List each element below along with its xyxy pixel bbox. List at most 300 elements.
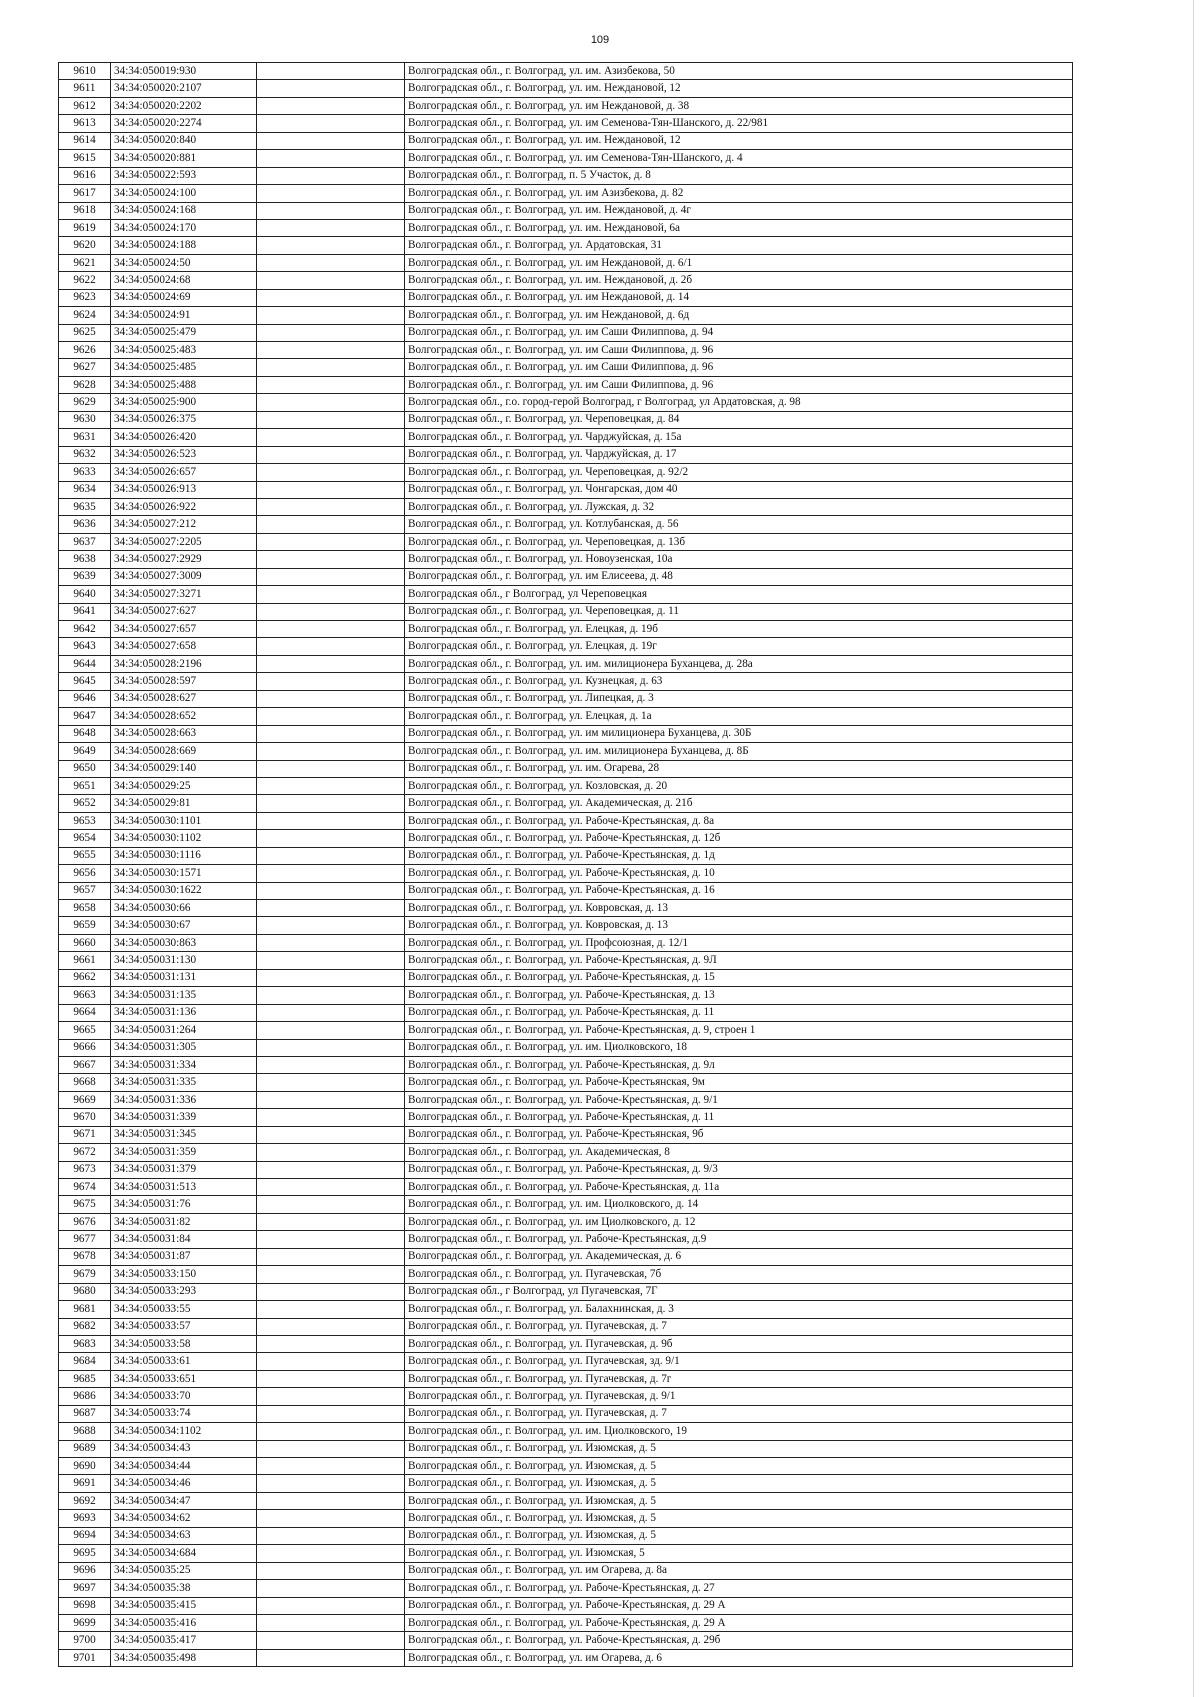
address-cell: Волгоградская обл., г. Волгоград, ул. Рабоче-Крестьянская, 9б	[405, 1126, 1073, 1143]
address-cell: Волгоградская обл., г. Волгоград, ул. Изюмская, д. 5	[405, 1527, 1073, 1544]
cadastral-number-cell: 34:34:050031:335	[111, 1074, 257, 1091]
empty-cell	[257, 80, 405, 97]
table-row	[59, 603, 1073, 620]
row-number-cell: 9697	[59, 1580, 111, 1597]
cadastral-number-cell: 34:34:050027:658	[111, 638, 257, 655]
cadastral-number-cell: 34:34:050035:25	[111, 1562, 257, 1579]
cadastral-number-cell: 34:34:050031:334	[111, 1056, 257, 1073]
cadastral-number-cell: 34:34:050031:264	[111, 1022, 257, 1039]
row-number-cell: 9622	[59, 272, 111, 289]
row-number-cell: 9700	[59, 1632, 111, 1649]
table-row	[59, 1179, 1073, 1196]
row-number-cell: 9699	[59, 1614, 111, 1631]
cadastral-number-cell: 34:34:050033:150	[111, 1266, 257, 1283]
cadastral-number-cell: 34:34:050030:1622	[111, 882, 257, 899]
table-row	[59, 516, 1073, 533]
table-row	[59, 1004, 1073, 1021]
cadastral-number-cell: 34:34:050027:657	[111, 621, 257, 638]
empty-cell	[257, 446, 405, 463]
row-number-cell: 9658	[59, 900, 111, 917]
empty-cell	[257, 1074, 405, 1091]
address-cell: Волгоградская обл., г. Волгоград, ул. Рабоче-Крестьянская, д. 9, строен 1	[405, 1022, 1073, 1039]
table-row	[59, 1335, 1073, 1352]
row-number-cell: 9618	[59, 202, 111, 219]
empty-cell	[257, 1196, 405, 1213]
table-row	[59, 342, 1073, 359]
empty-cell	[257, 359, 405, 376]
row-number-cell: 9624	[59, 307, 111, 324]
cadastral-number-cell: 34:34:050033:57	[111, 1318, 257, 1335]
cadastral-number-cell: 34:34:050024:188	[111, 237, 257, 254]
address-cell: Волгоградская обл., г Волгоград, ул Череповецкая	[405, 586, 1073, 603]
table-row	[59, 1388, 1073, 1405]
row-number-cell: 9681	[59, 1301, 111, 1318]
cadastral-number-cell: 34:34:050029:25	[111, 777, 257, 794]
table-row	[59, 1196, 1073, 1213]
cadastral-number-cell: 34:34:050026:420	[111, 429, 257, 446]
table-row	[59, 638, 1073, 655]
address-cell: Волгоградская обл., г. Волгоград, ул. им Семенова-Тян-Шанского, д. 22/981	[405, 115, 1073, 132]
address-cell: Волгоградская обл., г. Волгоград, ул. Пугачевская, д. 7г	[405, 1370, 1073, 1387]
cadastral-number-cell: 34:34:050027:2929	[111, 551, 257, 568]
cadastral-number-cell: 34:34:050025:485	[111, 359, 257, 376]
row-number-cell: 9678	[59, 1248, 111, 1265]
row-number-cell: 9621	[59, 254, 111, 271]
cadastral-number-cell: 34:34:050024:69	[111, 289, 257, 306]
table-row	[59, 202, 1073, 219]
empty-cell	[257, 1335, 405, 1352]
address-cell: Волгоградская обл., г. Волгоград, ул. Елецкая, д. 19б	[405, 621, 1073, 638]
table-row	[59, 708, 1073, 725]
cadastral-number-cell: 34:34:050030:66	[111, 900, 257, 917]
table-row	[59, 1405, 1073, 1422]
empty-cell	[257, 1440, 405, 1457]
table-row	[59, 952, 1073, 969]
cadastral-number-cell: 34:34:050028:627	[111, 690, 257, 707]
table-row	[59, 1283, 1073, 1300]
address-cell: Волгоградская обл., г. Волгоград, ул. им Неждановой, д. 6д	[405, 307, 1073, 324]
cadastral-number-cell: 34:34:050026:523	[111, 446, 257, 463]
table-row	[59, 655, 1073, 672]
table-row	[59, 1492, 1073, 1509]
cadastral-number-cell: 34:34:050024:100	[111, 185, 257, 202]
table-row	[59, 673, 1073, 690]
empty-cell	[257, 917, 405, 934]
address-cell: Волгоградская обл., г. Волгоград, ул. Ковровская, д. 13	[405, 900, 1073, 917]
cadastral-number-cell: 34:34:050035:416	[111, 1614, 257, 1631]
cadastral-number-cell: 34:34:050027:212	[111, 516, 257, 533]
cadastral-number-cell: 34:34:050031:131	[111, 969, 257, 986]
cadastral-number-cell: 34:34:050035:498	[111, 1649, 257, 1666]
row-number-cell: 9692	[59, 1492, 111, 1509]
address-cell: Волгоградская обл., г. Волгоград, ул. им Неждановой, д. 14	[405, 289, 1073, 306]
row-number-cell: 9701	[59, 1649, 111, 1666]
row-number-cell: 9689	[59, 1440, 111, 1457]
table-row	[59, 324, 1073, 341]
row-number-cell: 9610	[59, 63, 111, 80]
row-number-cell: 9685	[59, 1370, 111, 1387]
address-cell: Волгоградская обл., г. Волгоград, ул. Изюмская, д. 5	[405, 1475, 1073, 1492]
address-cell: Волгоградская обл., г. Волгоград, ул. Академическая, 8	[405, 1144, 1073, 1161]
address-cell: Волгоградская обл., г. Волгоград, ул. Изюмская, 5	[405, 1545, 1073, 1562]
empty-cell	[257, 708, 405, 725]
row-number-cell: 9677	[59, 1231, 111, 1248]
empty-cell	[257, 1458, 405, 1475]
row-number-cell: 9615	[59, 150, 111, 167]
table-row	[59, 1301, 1073, 1318]
cadastral-number-cell: 34:34:050026:375	[111, 411, 257, 428]
table-row	[59, 1440, 1073, 1457]
cadastral-number-cell: 34:34:050020:840	[111, 132, 257, 149]
row-number-cell: 9637	[59, 533, 111, 550]
empty-cell	[257, 1039, 405, 1056]
empty-cell	[257, 1231, 405, 1248]
empty-cell	[257, 132, 405, 149]
cadastral-number-cell: 34:34:050031:345	[111, 1126, 257, 1143]
cadastral-number-cell: 34:34:050035:38	[111, 1580, 257, 1597]
empty-cell	[257, 725, 405, 742]
cadastral-number-cell: 34:34:050024:91	[111, 307, 257, 324]
address-cell: Волгоградская обл., г. Волгоград, ул. Пугачевская, д. 9б	[405, 1335, 1073, 1352]
empty-cell	[257, 760, 405, 777]
address-cell: Волгоградская обл., г. Волгоград, ул. Рабоче-Крестьянская, д. 8а	[405, 812, 1073, 829]
row-number-cell: 9644	[59, 655, 111, 672]
row-number-cell: 9646	[59, 690, 111, 707]
row-number-cell: 9673	[59, 1161, 111, 1178]
cadastral-number-cell: 34:34:050028:2196	[111, 655, 257, 672]
empty-cell	[257, 1213, 405, 1230]
address-cell: Волгоградская обл., г. Волгоград, ул. Рабоче-Крестьянская, д. 9/1	[405, 1091, 1073, 1108]
row-number-cell: 9695	[59, 1545, 111, 1562]
table-row	[59, 1649, 1073, 1666]
row-number-cell: 9663	[59, 987, 111, 1004]
table-row	[59, 1527, 1073, 1544]
cadastral-number-cell: 34:34:050031:305	[111, 1039, 257, 1056]
table-row	[59, 1597, 1073, 1614]
row-number-cell: 9680	[59, 1283, 111, 1300]
cadastral-number-cell: 34:34:050033:74	[111, 1405, 257, 1422]
row-number-cell: 9649	[59, 743, 111, 760]
empty-cell	[257, 1562, 405, 1579]
table-row	[59, 1614, 1073, 1631]
row-number-cell: 9654	[59, 830, 111, 847]
table-row	[59, 760, 1073, 777]
table-row	[59, 1126, 1073, 1143]
cadastral-number-cell: 34:34:050031:513	[111, 1179, 257, 1196]
table-row	[59, 882, 1073, 899]
row-number-cell: 9687	[59, 1405, 111, 1422]
table-row	[59, 1475, 1073, 1492]
table-row	[59, 586, 1073, 603]
table-row	[59, 987, 1073, 1004]
address-cell: Волгоградская обл., г. Волгоград, ул. им Саши Филиппова, д. 96	[405, 342, 1073, 359]
row-number-cell: 9632	[59, 446, 111, 463]
empty-cell	[257, 1370, 405, 1387]
row-number-cell: 9648	[59, 725, 111, 742]
empty-cell	[257, 830, 405, 847]
empty-cell	[257, 202, 405, 219]
empty-cell	[257, 1248, 405, 1265]
row-number-cell: 9693	[59, 1510, 111, 1527]
empty-cell	[257, 1266, 405, 1283]
address-cell: Волгоградская обл., г. Волгоград, ул. Ковровская, д. 13	[405, 917, 1073, 934]
cadastral-number-cell: 34:34:050028:663	[111, 725, 257, 742]
empty-cell	[257, 847, 405, 864]
table-row	[59, 411, 1073, 428]
cadastral-number-cell: 34:34:050031:130	[111, 952, 257, 969]
empty-cell	[257, 1318, 405, 1335]
cadastral-number-cell: 34:34:050030:1571	[111, 865, 257, 882]
table-row	[59, 1248, 1073, 1265]
table-row	[59, 1632, 1073, 1649]
cadastral-number-cell: 34:34:050029:81	[111, 795, 257, 812]
row-number-cell: 9630	[59, 411, 111, 428]
row-number-cell: 9641	[59, 603, 111, 620]
empty-cell	[257, 1423, 405, 1440]
empty-cell	[257, 1109, 405, 1126]
empty-cell	[257, 865, 405, 882]
table-row	[59, 254, 1073, 271]
row-number-cell: 9675	[59, 1196, 111, 1213]
row-number-cell: 9647	[59, 708, 111, 725]
table-row	[59, 167, 1073, 184]
row-number-cell: 9620	[59, 237, 111, 254]
address-cell: Волгоградская обл., г. Волгоград, ул. им. Циолковского, 19	[405, 1423, 1073, 1440]
table-row	[59, 1458, 1073, 1475]
cadastral-number-cell: 34:34:050027:2205	[111, 533, 257, 550]
address-cell: Волгоградская обл., г. Волгоград, п. 5 Участок, д. 8	[405, 167, 1073, 184]
table-row	[59, 690, 1073, 707]
table-row	[59, 498, 1073, 515]
table-row	[59, 115, 1073, 132]
address-cell: Волгоградская обл., г. Волгоград, ул. Пугачевская, 7б	[405, 1266, 1073, 1283]
address-cell: Волгоградская обл., г. Волгоград, ул. Академическая, д. 6	[405, 1248, 1073, 1265]
empty-cell	[257, 551, 405, 568]
address-cell: Волгоградская обл., г. Волгоград, ул. им Неждановой, д. 6/1	[405, 254, 1073, 271]
cadastral-number-cell: 34:34:050031:336	[111, 1091, 257, 1108]
empty-cell	[257, 1004, 405, 1021]
table-row	[59, 551, 1073, 568]
address-cell: Волгоградская обл., г. Волгоград, ул. им. Неждановой, 12	[405, 132, 1073, 149]
table-row	[59, 481, 1073, 498]
table-row	[59, 376, 1073, 393]
scan-edge-line	[1193, 0, 1194, 1697]
empty-cell	[257, 638, 405, 655]
empty-cell	[257, 690, 405, 707]
address-cell: Волгоградская обл., г. Волгоград, ул. Рабоче-Крестьянская, д. 1д	[405, 847, 1073, 864]
row-number-cell: 9650	[59, 760, 111, 777]
empty-cell	[257, 481, 405, 498]
empty-cell	[257, 324, 405, 341]
table-row	[59, 1161, 1073, 1178]
row-number-cell: 9612	[59, 97, 111, 114]
empty-cell	[257, 900, 405, 917]
empty-cell	[257, 411, 405, 428]
address-cell: Волгоградская обл., г. Волгоград, ул. Рабоче-Крестьянская, 9м	[405, 1074, 1073, 1091]
table-row	[59, 865, 1073, 882]
row-number-cell: 9686	[59, 1388, 111, 1405]
row-number-cell: 9660	[59, 934, 111, 951]
cadastral-number-cell: 34:34:050025:483	[111, 342, 257, 359]
address-cell: Волгоградская обл., г. Волгоград, ул. Изюмская, д. 5	[405, 1458, 1073, 1475]
row-number-cell: 9613	[59, 115, 111, 132]
empty-cell	[257, 516, 405, 533]
row-number-cell: 9626	[59, 342, 111, 359]
empty-cell	[257, 1632, 405, 1649]
cadastral-number-cell: 34:34:050030:67	[111, 917, 257, 934]
cadastral-number-cell: 34:34:050030:1116	[111, 847, 257, 864]
empty-cell	[257, 376, 405, 393]
row-number-cell: 9653	[59, 812, 111, 829]
row-number-cell: 9657	[59, 882, 111, 899]
address-cell: Волгоградская обл., г. Волгоград, ул. Череповецкая, д. 92/2	[405, 464, 1073, 481]
row-number-cell: 9643	[59, 638, 111, 655]
table-row	[59, 1231, 1073, 1248]
row-number-cell: 9633	[59, 464, 111, 481]
address-cell: Волгоградская обл., г. Волгоград, ул. Пугачевская, зд. 9/1	[405, 1353, 1073, 1370]
address-cell: Волгоградская обл., г. Волгоград, ул. им Циолковского, д. 12	[405, 1213, 1073, 1230]
table-row	[59, 1353, 1073, 1370]
empty-cell	[257, 289, 405, 306]
empty-cell	[257, 1388, 405, 1405]
row-number-cell: 9614	[59, 132, 111, 149]
cadastral-number-cell: 34:34:050024:68	[111, 272, 257, 289]
empty-cell	[257, 97, 405, 114]
table-row	[59, 1074, 1073, 1091]
row-number-cell: 9655	[59, 847, 111, 864]
empty-cell	[257, 1091, 405, 1108]
empty-cell	[257, 1161, 405, 1178]
address-cell: Волгоградская обл., г. Волгоград, ул. им. Неждановой, д. 4г	[405, 202, 1073, 219]
empty-cell	[257, 1179, 405, 1196]
row-number-cell: 9652	[59, 795, 111, 812]
table-row	[59, 80, 1073, 97]
row-number-cell: 9635	[59, 498, 111, 515]
table-row	[59, 1370, 1073, 1387]
row-number-cell: 9667	[59, 1056, 111, 1073]
empty-cell	[257, 1527, 405, 1544]
table-row	[59, 568, 1073, 585]
row-number-cell: 9656	[59, 865, 111, 882]
address-cell: Волгоградская обл., г. Волгоград, ул. Рабоче-Крестьянская, д. 29б	[405, 1632, 1073, 1649]
records-table-body	[59, 63, 1073, 1667]
cadastral-number-cell: 34:34:050025:900	[111, 394, 257, 411]
address-cell: Волгоградская обл., г. Волгоград, ул. Пугачевская, д. 9/1	[405, 1388, 1073, 1405]
cadastral-number-cell: 34:34:050025:488	[111, 376, 257, 393]
address-cell: Волгоградская обл., г. Волгоград, ул. Изюмская, д. 5	[405, 1492, 1073, 1509]
address-cell: Волгоградская обл., г. Волгоград, ул. Лужская, д. 32	[405, 498, 1073, 515]
row-number-cell: 9671	[59, 1126, 111, 1143]
empty-cell	[257, 429, 405, 446]
empty-cell	[257, 1492, 405, 1509]
table-row	[59, 289, 1073, 306]
cadastral-number-cell: 34:34:050029:140	[111, 760, 257, 777]
address-cell: Волгоградская обл., г. Волгоград, ул. им Семенова-Тян-Шанского, д. 4	[405, 150, 1073, 167]
table-row	[59, 847, 1073, 864]
table-row	[59, 185, 1073, 202]
table-row	[59, 1510, 1073, 1527]
empty-cell	[257, 1126, 405, 1143]
address-cell: Волгоградская обл., г. Волгоград, ул. Елецкая, д. 19г	[405, 638, 1073, 655]
table-row	[59, 777, 1073, 794]
page-number: 109	[590, 34, 610, 46]
table-row	[59, 1423, 1073, 1440]
cadastral-number-cell: 34:34:050035:417	[111, 1632, 257, 1649]
cadastral-number-cell: 34:34:050034:43	[111, 1440, 257, 1457]
row-number-cell: 9676	[59, 1213, 111, 1230]
table-row	[59, 237, 1073, 254]
row-number-cell: 9684	[59, 1353, 111, 1370]
address-cell: Волгоградская обл., г. Волгоград, ул. Чарджуйская, д. 17	[405, 446, 1073, 463]
cadastral-number-cell: 34:34:050024:50	[111, 254, 257, 271]
row-number-cell: 9638	[59, 551, 111, 568]
empty-cell	[257, 655, 405, 672]
address-cell: Волгоградская обл., г. Волгоград, ул. Ардатовская, 31	[405, 237, 1073, 254]
address-cell: Волгоградская обл., г. Волгоград, ул. Пугачевская, д. 7	[405, 1405, 1073, 1422]
table-row	[59, 446, 1073, 463]
address-cell: Волгоградская обл., г. Волгоград, ул. Изюмская, д. 5	[405, 1440, 1073, 1457]
cadastral-number-cell: 34:34:050034:44	[111, 1458, 257, 1475]
address-cell: Волгоградская обл., г. Волгоград, ул. им. Неждановой, д. 2б	[405, 272, 1073, 289]
table-row	[59, 150, 1073, 167]
address-cell: Волгоградская обл., г.о. город-герой Волгоград, г Волгоград, ул Ардатовская, д. 98	[405, 394, 1073, 411]
cadastral-number-cell: 34:34:050027:627	[111, 603, 257, 620]
table-row	[59, 359, 1073, 376]
cadastral-number-cell: 34:34:050031:87	[111, 1248, 257, 1265]
empty-cell	[257, 1545, 405, 1562]
empty-cell	[257, 952, 405, 969]
cadastral-number-cell: 34:34:050031:135	[111, 987, 257, 1004]
address-cell: Волгоградская обл., г. Волгоград, ул. Рабоче-Крестьянская, д. 10	[405, 865, 1073, 882]
table-row	[59, 1039, 1073, 1056]
empty-cell	[257, 1475, 405, 1492]
address-cell: Волгоградская обл., г. Волгоград, ул. Череповецкая, д. 11	[405, 603, 1073, 620]
row-number-cell: 9642	[59, 621, 111, 638]
cadastral-number-cell: 34:34:050024:168	[111, 202, 257, 219]
address-cell: Волгоградская обл., г. Волгоград, ул. им Саши Филиппова, д. 94	[405, 324, 1073, 341]
row-number-cell: 9634	[59, 481, 111, 498]
table-row	[59, 621, 1073, 638]
cadastral-number-cell: 34:34:050020:2274	[111, 115, 257, 132]
row-number-cell: 9645	[59, 673, 111, 690]
address-cell: Волгоградская обл., г. Волгоград, ул. Рабоче-Крестьянская, д. 9/3	[405, 1161, 1073, 1178]
row-number-cell: 9625	[59, 324, 111, 341]
cadastral-number-cell: 34:34:050034:684	[111, 1545, 257, 1562]
empty-cell	[257, 498, 405, 515]
row-number-cell: 9661	[59, 952, 111, 969]
table-row	[59, 219, 1073, 236]
row-number-cell: 9631	[59, 429, 111, 446]
cadastral-number-cell: 34:34:050033:55	[111, 1301, 257, 1318]
empty-cell	[257, 1283, 405, 1300]
empty-cell	[257, 969, 405, 986]
cadastral-number-cell: 34:34:050028:652	[111, 708, 257, 725]
empty-cell	[257, 882, 405, 899]
empty-cell	[257, 934, 405, 951]
address-cell: Волгоградская обл., г. Волгоград, ул. Рабоче-Крестьянская, д. 27	[405, 1580, 1073, 1597]
empty-cell	[257, 237, 405, 254]
row-number-cell: 9679	[59, 1266, 111, 1283]
cadastral-number-cell: 34:34:050031:339	[111, 1109, 257, 1126]
empty-cell	[257, 1597, 405, 1614]
table-row	[59, 1109, 1073, 1126]
table-row	[59, 969, 1073, 986]
cadastral-number-cell: 34:34:050028:597	[111, 673, 257, 690]
cadastral-number-cell: 34:34:050020:2202	[111, 97, 257, 114]
table-row	[59, 725, 1073, 742]
address-cell: Волгоградская обл., г. Волгоград, ул. им Неждановой, д. 38	[405, 97, 1073, 114]
row-number-cell: 9662	[59, 969, 111, 986]
